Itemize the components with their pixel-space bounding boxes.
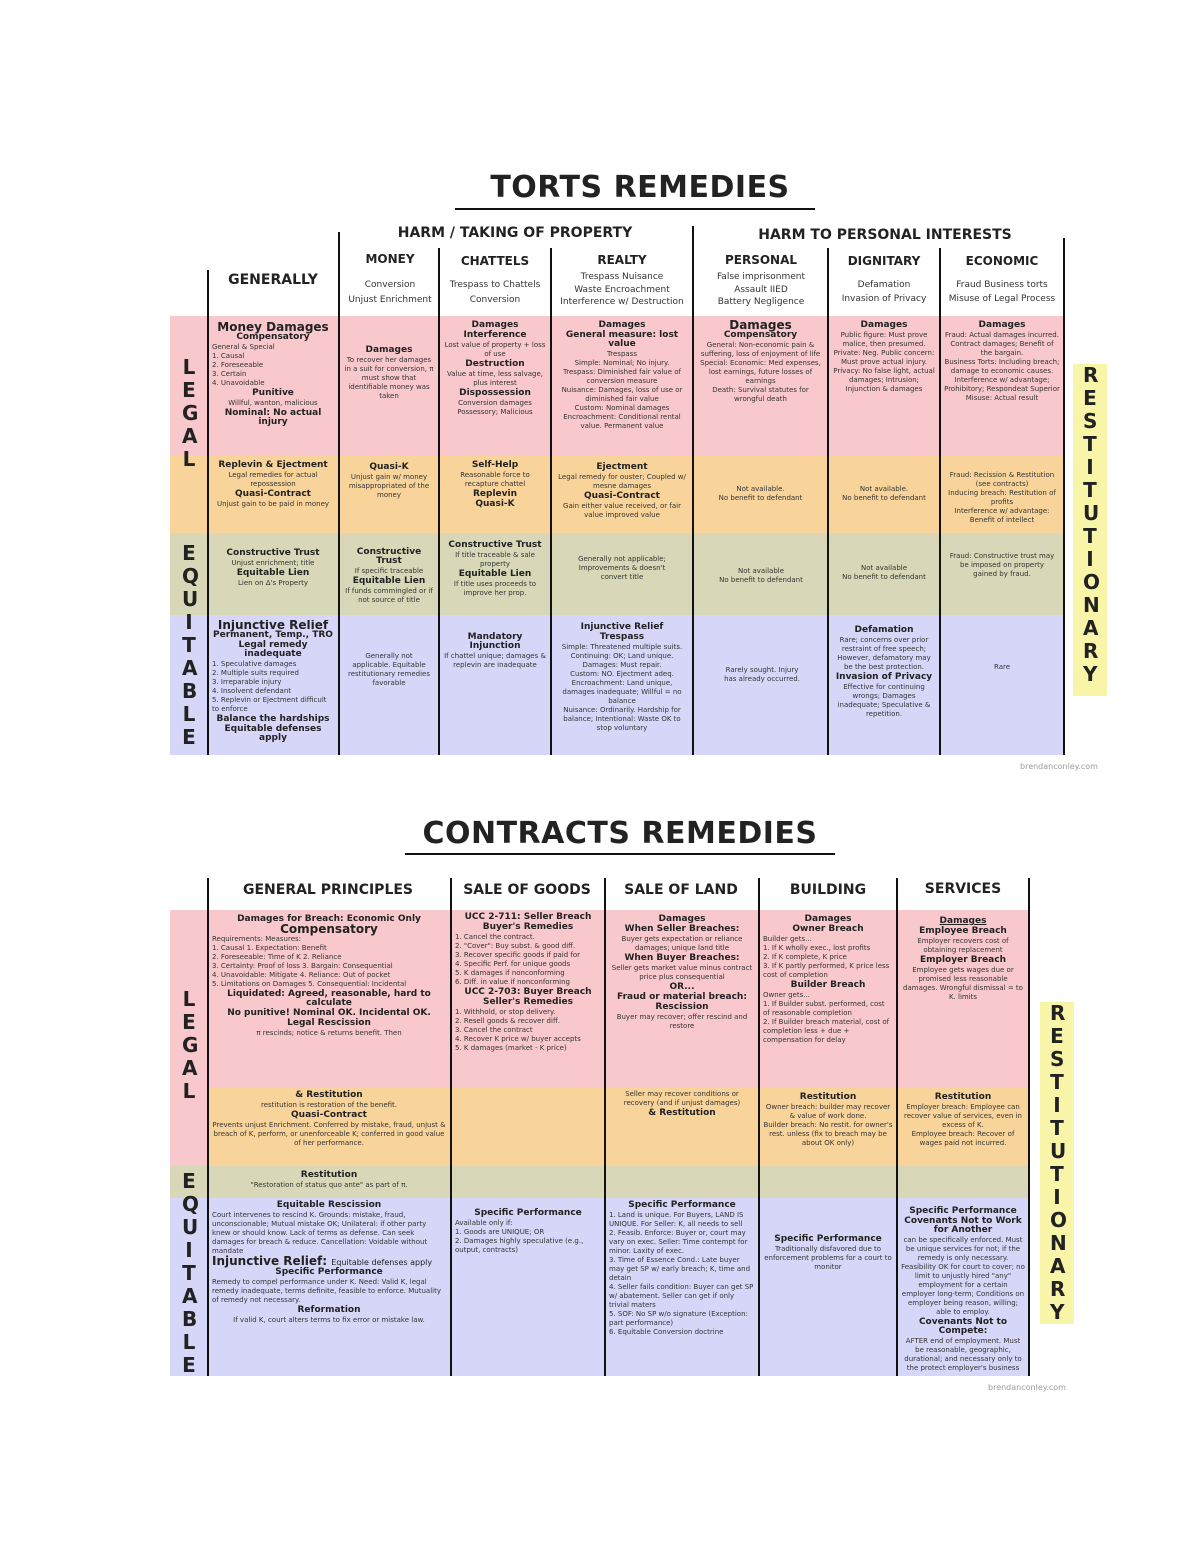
cell-text: "Restoration of status quo ante" as part of π.	[250, 1181, 408, 1189]
contracts-vline-5	[896, 878, 898, 1376]
cell-text-2: Effective for continuing wrongs; Damages inadequate; Speculative & repetition.	[837, 683, 931, 718]
torts-vline-7	[939, 248, 941, 755]
cell-text: Employer breach: Employee can recover value of services, even in excess of K. Employee breach: Recover of wages paid not incurred.	[903, 1103, 1022, 1147]
cell-subheading-3: Nominal: No actual injury	[224, 408, 322, 427]
contracts-equitable-specific-general	[210, 1200, 448, 1374]
torts-col-realty: REALTY	[597, 253, 647, 267]
torts-legal-restitution-personal	[695, 476, 826, 526]
cell-text-2: Value at time, less salvage, plus interest	[446, 370, 544, 387]
cell-text: Generally not applicable; Improvements & doesn't convert title	[578, 555, 666, 581]
cell-text: Reasonable force to recapture chattel	[460, 471, 530, 488]
cell-subheading-5: Rescission	[655, 1002, 709, 1012]
cell-text: Simple: Threatened multiple suits. Continuing: OK; Land unique. Damages: Must repair. Custom: NO. Ejectment adeq. Encroachment: Land unique, damages inadequate; Willful = no balance Nuisance: Ordinarily. Hardship for balance; Intentional: Waste OK to stop voluntary	[561, 643, 683, 732]
cell-text: Unjust gain w/ money misappropriated of the money	[348, 473, 430, 499]
cell-subheading-3: Dispossession	[459, 388, 531, 398]
torts-legal-restitution-economic	[942, 462, 1062, 532]
contracts-col-general: GENERAL PRINCIPLES	[242, 882, 414, 898]
torts-legal-damages-chattels	[441, 320, 549, 454]
cell-heading: Ejectment	[596, 462, 648, 472]
contracts-legal-damages-services	[899, 916, 1027, 1086]
torts-vline-5	[692, 226, 694, 755]
torts-equitable-injunctive-economic	[942, 663, 1062, 683]
cell-text-2: Gain either value received, or fair value improved value	[563, 502, 681, 519]
torts-legal-damages-dignitary	[830, 320, 938, 454]
contracts-equitable-specific-land	[607, 1200, 757, 1374]
torts-col-chattels: CHATTELS	[460, 254, 530, 268]
torts-col-money: MONEY	[365, 252, 415, 266]
cell-subheading: Employee Breach	[919, 926, 1007, 936]
cell-heading: Replevin & Ejectment	[218, 460, 328, 470]
cell-subheading: Equitable Lien	[458, 569, 532, 579]
cell-text: Legal remedy for ouster; Coupled w/ mesne damages	[558, 473, 686, 490]
cell-text-2: Employee gets wages due or promised less reasonable damages. Wrongful dismissal = to K. limits	[903, 966, 1023, 1001]
cell-subheading: Owner Breach	[792, 924, 864, 934]
contracts-legal-letters	[174, 988, 204, 1103]
contracts-legal-restitution-building	[761, 1092, 895, 1164]
contracts-legal-restitution-general	[210, 1090, 448, 1164]
cell-subheading-2: Legal remedy inadequate	[238, 640, 308, 659]
cell-text-2: Remedy to compel performance under K. Need: Valid K, legal remedy inadequate, terms definite, feasible to enforce. Mutuality of remedy not necessary.	[212, 1278, 441, 1304]
contracts-col-land: SALE OF LAND	[624, 882, 738, 898]
cell-subheading-2: Specific Performance	[275, 1267, 383, 1277]
cell-text-2: Prevents unjust Enrichment. Conferred by mistake, fraud, unjust & breach of K, perform, or unenforceable K; conferred in good value of her performance.	[212, 1121, 446, 1147]
contracts-restitutionary-letters-text: RESTITUTIONARY	[1050, 1001, 1068, 1324]
cell-subheading-2: Builder Breach	[790, 980, 866, 990]
cell-subheading: Replevin	[472, 489, 518, 499]
cell-heading: Specific Performance	[474, 1208, 582, 1218]
cell-text: Generally not applicable. Equitable restitutionary remedies favorable	[348, 652, 430, 687]
contracts-title-underline	[405, 853, 835, 855]
cell-subheading-3: Reformation	[297, 1305, 361, 1315]
torts-equitable-restitution-chattels	[441, 540, 549, 612]
cell-text: Public figure: Must prove malice, then presumed. Private: Neg. Public concern: Must prove actual injury. Privacy: No false light, actual damages; Intrusion; Injunction & damages	[833, 331, 935, 393]
cell-subheading: Restitution	[799, 1092, 857, 1102]
cell-text-2: Seller gets market value minus contract price plus consequential	[611, 964, 753, 981]
torts-equitable-letters	[174, 542, 204, 749]
cell-text: General & Special 1. Causal 2. Foreseeable 3. Certain 4. Unavoidable	[212, 343, 275, 387]
cell-heading-text: Injunctive Relief:	[212, 1254, 328, 1268]
contracts-equitable-specific-services	[899, 1206, 1027, 1374]
cell-text: restitution is restoration of the benefit.	[260, 1101, 398, 1109]
cell-text: 1. Land is unique. For Buyers, LAND IS UNIQUE. For Seller: K, all needs to sell 2. Feasib. Enforce: Buyer or, court may vary on exec. Seller: Time contempt for minor. Laxity of exec. 3. Time of Essence Cond.: Late buyer may get SP w/ early breach; K, time and detain 4. Seller fails condition: Buyer can get SP w/ abatement. Seller can get if only trivial maters 5. SOF: No SP w/o signature (Exception: part performance) 6. Equitable Conversion doctrine	[609, 1211, 754, 1336]
torts-restitutionary-letters	[1073, 364, 1107, 696]
torts-col-dignitary-sub2: Invasion of Privacy	[841, 294, 927, 304]
cell-text: Employer recovers cost of obtaining replacement	[917, 937, 1009, 954]
cell-text: Available only if: 1. Goods are UNIQUE; OR 2. Damages highly speculative (e.g., output, contracts)	[455, 1219, 584, 1254]
cell-heading: Constructive Trust	[448, 540, 542, 550]
cell-text-2: π rescinds; notice & returns benefit. Then	[256, 1029, 402, 1037]
cell-heading: Mandatory Injunction	[467, 632, 523, 651]
cell-subheading-2: UCC 2-703: Buyer Breach	[464, 987, 592, 997]
cell-heading: Damages	[978, 320, 1026, 330]
cell-subheading: Restitution	[934, 1092, 992, 1102]
torts-equitable-restitution-realty	[575, 555, 669, 595]
cell-heading-extra: Equitable defenses apply	[331, 1258, 433, 1267]
cell-subheading-2: Destruction	[465, 359, 525, 369]
cell-text: Fraud: Constructive trust may be imposed on property gained by fraud.	[949, 552, 1055, 578]
cell-heading	[212, 1254, 446, 1268]
cell-text: Court intervenes to rescind K. Grounds: mistake, fraud, unconscionable; Mutual mistake OK; Unilateral: if other party knew or should know. Lack of terms as defense. Can seek damages for breach & reduce. Cancellation: Voidable without mandate	[212, 1211, 428, 1255]
cell-text: Rarely sought. Injury has already occurred.	[724, 666, 800, 683]
torts-group-property: HARM / TAKING OF PROPERTY	[397, 225, 633, 241]
cell-subheading: When Seller Breaches:	[624, 924, 740, 934]
cell-text-2: If funds commingled or if not source of title	[345, 587, 433, 604]
torts-col-chattels-sub1: Trespass to Chattels	[449, 280, 541, 290]
cell-subheading: Interference	[463, 330, 527, 340]
cell-text-3: Conversion damages Possessory; Malicious	[457, 399, 533, 416]
cell-subheading: Compensatory	[280, 922, 378, 936]
cell-text-3: If valid K, court alters terms to fix error or mistake law.	[233, 1316, 425, 1324]
torts-legal-damages-money	[341, 345, 437, 445]
cell-text: Rare; concerns over prior restraint of free speech; However, defamatory may be the best protection.	[837, 636, 931, 671]
torts-equitable-injunctive-personal	[722, 666, 802, 706]
torts-col-realty-sub2: Waste Encroachment	[574, 285, 670, 295]
cell-text: can be specifically enforced. Must be unique services for not; if the remedy is only necessary. Feasibility OK for court to cover; no limit to unjustly hired "any" employment for a certain employer long-term; Conditions on employer being reason, willing; able to employ.	[901, 1236, 1025, 1316]
cell-text: Not available. No benefit to defendant	[842, 485, 926, 502]
cell-text-3: Buyer may recover; offer rescind and restore	[616, 1013, 748, 1030]
cell-subheading-2: Quasi-K	[475, 499, 515, 509]
torts-legal-restitution-realty	[553, 462, 691, 532]
contracts-equitable-restitution-general	[210, 1170, 448, 1196]
contracts-legal-damages-goods	[453, 912, 603, 1086]
torts-equitable-restitution-generally	[210, 548, 336, 612]
torts-group-personal: HARM TO PERSONAL INTERESTS	[758, 227, 1012, 243]
cell-subheading-2: Quasi-Contract	[291, 1110, 367, 1120]
cell-text: Not available No benefit to defendant	[842, 564, 926, 581]
cell-text: If title traceable & sale property	[455, 551, 535, 568]
cell-subheading-3: Seller's Remedies	[482, 997, 574, 1007]
contracts-title: CONTRACTS REMEDIES	[422, 816, 818, 851]
torts-restitutionary-letters-text: RESTITUTIONARY	[1083, 363, 1101, 686]
cell-text-2: Unjust gain to be paid in money	[216, 500, 330, 508]
torts-legal-damages-realty	[553, 320, 691, 454]
cell-subheading: Restitution	[300, 1170, 358, 1180]
cell-heading: Damages	[365, 345, 413, 355]
cell-subheading: Equitable Lien	[352, 576, 426, 586]
contracts-col-goods: SALE OF GOODS	[463, 882, 591, 898]
cell-subheading-2: Punitive	[252, 388, 294, 398]
contracts-legal-restitution-land	[607, 1090, 757, 1140]
cell-subheading-3: OR...	[669, 982, 695, 992]
cell-subheading: Compensatory	[723, 330, 798, 340]
cell-heading: Damages	[598, 320, 646, 330]
contracts-restitutionary-letters	[1040, 1002, 1074, 1324]
cell-text-2: If title uses proceeds to improve her prop.	[453, 580, 537, 597]
torts-col-personal-sub3: Battery Negligence	[717, 297, 805, 307]
torts-watermark: brendanconley.com	[1020, 762, 1098, 771]
cell-subheading: & Restitution	[648, 1108, 716, 1118]
cell-heading: Damages	[471, 320, 519, 330]
torts-col-realty-sub1: Trespass Nuisance	[580, 272, 664, 282]
torts-legal-restitution-money	[341, 462, 437, 532]
cell-heading: Money Damages	[217, 322, 329, 334]
cell-subheading: Permanent, Temp., TRO	[213, 630, 333, 640]
contracts-equitable-specific-goods	[453, 1208, 603, 1278]
torts-col-generally: GENERALLY	[228, 272, 318, 288]
contracts-equitable-letters-text: EQUITABLE	[182, 1169, 200, 1377]
contracts-legal-damages-general	[210, 914, 448, 1086]
torts-legal-restitution-dignitary	[830, 476, 938, 526]
cell-subheading-2: Covenants Not to Compete:	[918, 1317, 1008, 1336]
torts-equitable-restitution-money	[341, 547, 437, 613]
torts-legal-damages-personal	[695, 320, 826, 454]
cell-heading: Injunctive Relief	[580, 622, 664, 632]
cell-heading: Injunctive Relief	[217, 620, 329, 632]
cell-subheading: Trespass	[599, 632, 645, 642]
cell-text: Not available. No benefit to defendant	[718, 485, 803, 502]
cell-text: If chattel unique; damages & replevin are inadequate	[444, 652, 546, 669]
cell-subheading: Covenants Not to Work for Another	[904, 1216, 1022, 1235]
torts-equitable-restitution-economic	[945, 552, 1059, 602]
cell-heading: Damages	[939, 916, 987, 926]
cell-heading: Specific Performance	[774, 1234, 882, 1244]
cell-text-2: Owner gets... 1. If Builder subst. performed, cost of reasonable completion 2. If Builder breach material, cost of completion less + due + compensation for delay	[763, 991, 890, 1044]
torts-vline-1	[207, 270, 209, 755]
torts-col-economic: ECONOMIC	[965, 254, 1039, 268]
cell-text-2: Lien on Δ's Property	[238, 579, 308, 587]
cell-text: Lost value of property + loss of use	[444, 341, 546, 358]
torts-vline-8	[1063, 238, 1065, 755]
cell-subheading: Invasion of Privacy	[835, 672, 933, 682]
cell-text: Unjust enrichment; title	[231, 559, 315, 567]
torts-legal-damages-generally	[210, 322, 336, 454]
cell-text: Seller may recover conditions or recovery (and if unjust damages)	[623, 1090, 741, 1107]
cell-text: Requirements: Measures: 1. Causal 1. Expectation: Benefit 2. Foreseeable: Time of K 2. Reliance 3. Certainty: Proof of loss 3. Bargain: Consequential 4. Unavoidable: Mitigate 4. Reliance: Out of pocket 5. Limitations on Damages 5. Consequential: Incidental	[212, 935, 407, 988]
cell-text: Rare	[993, 663, 1011, 671]
torts-legal-restitution-chattels	[441, 460, 549, 532]
contracts-equitable-letters	[174, 1170, 204, 1377]
cell-subheading-4: Equitable defenses apply	[224, 724, 322, 743]
torts-col-personal-sub1: False imprisonment	[716, 272, 806, 282]
cell-text: If specific traceable	[354, 567, 424, 575]
cell-text-2: AFTER end of employment. Must be reasonable, geographic, durational; and necessary only to the protect employer's business	[904, 1337, 1022, 1372]
cell-heading: Constructive Trust	[226, 548, 320, 558]
cell-subheading: & Restitution	[295, 1090, 363, 1100]
cell-subheading: Buyer's Remedies	[482, 922, 574, 932]
contracts-vline-6	[1028, 878, 1030, 1376]
cell-subheading-2: Liquidated: Agreed, reasonable, hard to calculate	[227, 989, 431, 1008]
cell-subheading: Quasi-Contract	[584, 491, 660, 501]
contracts-col-services: SERVICES	[924, 881, 1002, 897]
torts-vline-6	[827, 248, 829, 755]
cell-subheading-4: Legal Rescission	[287, 1018, 371, 1028]
torts-title: TORTS REMEDIES	[490, 170, 790, 205]
cell-subheading: Quasi-Contract	[235, 489, 311, 499]
torts-legal-letters	[174, 356, 204, 471]
cell-heading: Damages	[729, 320, 792, 332]
torts-col-dignitary-sub1: Defamation	[857, 280, 911, 290]
cell-text: Trespass Simple: Nominal; No injury. Trespass: Diminished fair value of conversion measure Nuisance: Damages, loss of use or diminished fair value Custom: Nominal damages Encroachment: Conditional rental value. Permanent value	[561, 350, 683, 430]
cell-subheading-3: Balance the hardships	[216, 714, 330, 724]
torts-title-underline	[455, 208, 815, 210]
cell-heading: Specific Performance	[909, 1206, 1017, 1216]
contracts-legal-restitution-services	[899, 1092, 1027, 1164]
torts-col-realty-sub3: Interference w/ Destruction	[560, 297, 684, 307]
cell-subheading-2: Employer Breach	[920, 955, 1006, 965]
torts-vline-4	[550, 248, 552, 755]
torts-legal-restitution-generally	[210, 460, 336, 532]
torts-equitable-restitution-dignitary	[838, 555, 930, 595]
contracts-legal-letters-text: LEGAL	[182, 987, 199, 1103]
torts-vline-2	[338, 232, 340, 755]
cell-heading: Damages	[860, 320, 908, 330]
cell-subheading-4: Fraud or material breach:	[617, 992, 747, 1002]
contracts-legal-damages-building	[761, 914, 895, 1086]
cell-heading: Defamation	[854, 625, 914, 635]
cell-heading: Damages	[804, 914, 852, 924]
contracts-vline-2	[450, 878, 452, 1376]
cell-heading: Constructive Trust	[356, 547, 422, 566]
cell-subheading: General measure: lost value	[565, 330, 679, 349]
cell-text: Legal remedies for actual repossession	[228, 471, 318, 488]
contracts-equitable-specific-building	[761, 1234, 895, 1294]
torts-col-money-sub1: Conversion	[364, 280, 416, 290]
torts-equitable-letters-text: EQUITABLE	[182, 541, 200, 749]
torts-col-economic-sub2: Misuse of Legal Process	[948, 294, 1056, 304]
torts-col-money-sub2: Unjust Enrichment	[348, 295, 432, 305]
cell-text: Traditionally disfavored due to enforcement problems for a court to monitor	[764, 1245, 892, 1271]
torts-equitable-injunctive-chattels	[441, 632, 549, 702]
torts-equitable-injunctive-money	[345, 652, 433, 712]
cell-heading: Self-Help	[471, 460, 519, 470]
torts-col-chattels-sub2: Conversion	[469, 295, 521, 305]
cell-text: Fraud: Actual damages incurred. Contract damages; Benefit of the bargain. Business Torts: Including breach; damage to economic causes. Interference w/ advantage; Prohibitory; Respondeat Superior Misuse: Actual result	[944, 331, 1060, 402]
torts-equitable-injunctive-generally	[210, 620, 336, 752]
cell-text: General: Non-economic pain & suffering, loss of enjoyment of life Special: Economic: Med expenses, lost earnings, future losses of earnings Death: Survival statutes for wrongful death	[700, 341, 821, 403]
torts-legal-damages-economic	[942, 320, 1062, 454]
contracts-legal-damages-land	[607, 914, 757, 1086]
cell-subheading: Compensatory	[236, 332, 310, 342]
torts-col-dignitary: DIGNITARY	[847, 254, 921, 268]
cell-text: Owner breach: builder may recover & value of work done. Builder breach: No restit. for owner's rest. unless (fix to breach may be about OK only)	[763, 1103, 893, 1147]
cell-text: 1. Cancel the contract. 2. "Cover": Buy subst. & good diff. 3. Recover specific goods if paid for 4. Specific Perf. for unique goods 5. K damages if nonconforming 6. Diff. in value if nonconforming	[455, 933, 581, 986]
cell-text: Buyer gets expectation or reliance damages; unique land title	[621, 935, 743, 952]
cell-text: Builder gets... 1. If K wholly exec., lost profits 2. If K complete, K price 3. If K partly performed, K price less cost of completion	[763, 935, 890, 979]
contracts-vline-1	[207, 878, 209, 1376]
cell-heading: Specific Performance	[628, 1200, 736, 1210]
contracts-col-building: BUILDING	[789, 882, 867, 898]
cell-subheading: Equitable Lien	[236, 568, 310, 578]
torts-equitable-injunctive-dignitary	[830, 625, 938, 753]
contracts-vline-4	[758, 878, 760, 1376]
cell-subheading-2: When Buyer Breaches:	[624, 953, 740, 963]
torts-col-personal-sub2: Assault IIED	[734, 285, 788, 295]
torts-col-personal: PERSONAL	[724, 253, 798, 267]
cell-heading: Damages	[658, 914, 706, 924]
torts-col-economic-sub1: Fraud Business torts	[956, 280, 1048, 290]
cell-text: Not available No benefit to defendant	[719, 567, 803, 584]
cell-heading: UCC 2-711: Seller Breach	[464, 912, 592, 922]
cell-heading: Quasi-K	[369, 462, 409, 472]
torts-vline-3	[438, 248, 440, 755]
torts-equitable-injunctive-realty	[553, 622, 691, 754]
cell-text-2: 1. Withhold, or stop delivery. 2. Resell goods & recover diff. 3. Cancel the contract 4. Recover K price w/ buyer accepts 5. K damages (market - K price)	[455, 1008, 581, 1052]
cell-subheading-3: No punitive! Nominal OK. Incidental OK.	[227, 1008, 431, 1018]
cell-text: To recover her damages in a suit for conversion, π must show that identifiable money was taken	[344, 356, 434, 400]
torts-legal-letters-text: LEGAL	[182, 355, 199, 471]
cell-text: 1. Speculative damages 2. Multiple suits required 3. Irreparable injury 4. Insolvent defendant 5. Replevin or Ejectment difficult to enforce	[212, 660, 327, 713]
cell-subheading: Equitable Rescission	[276, 1200, 382, 1210]
torts-equitable-restitution-personal	[715, 558, 807, 598]
cell-text-2: Willful, wanton, malicious	[228, 399, 318, 407]
contracts-vline-3	[604, 878, 606, 1376]
cell-heading: Damages for Breach: Economic Only	[237, 914, 421, 924]
contracts-watermark: brendanconley.com	[988, 1383, 1066, 1392]
cell-text: Fraud: Recission & Restitution (see contracts) Inducing breach: Restitution of profits Interference w/ advantage: Benefit of intellect	[948, 471, 1056, 524]
